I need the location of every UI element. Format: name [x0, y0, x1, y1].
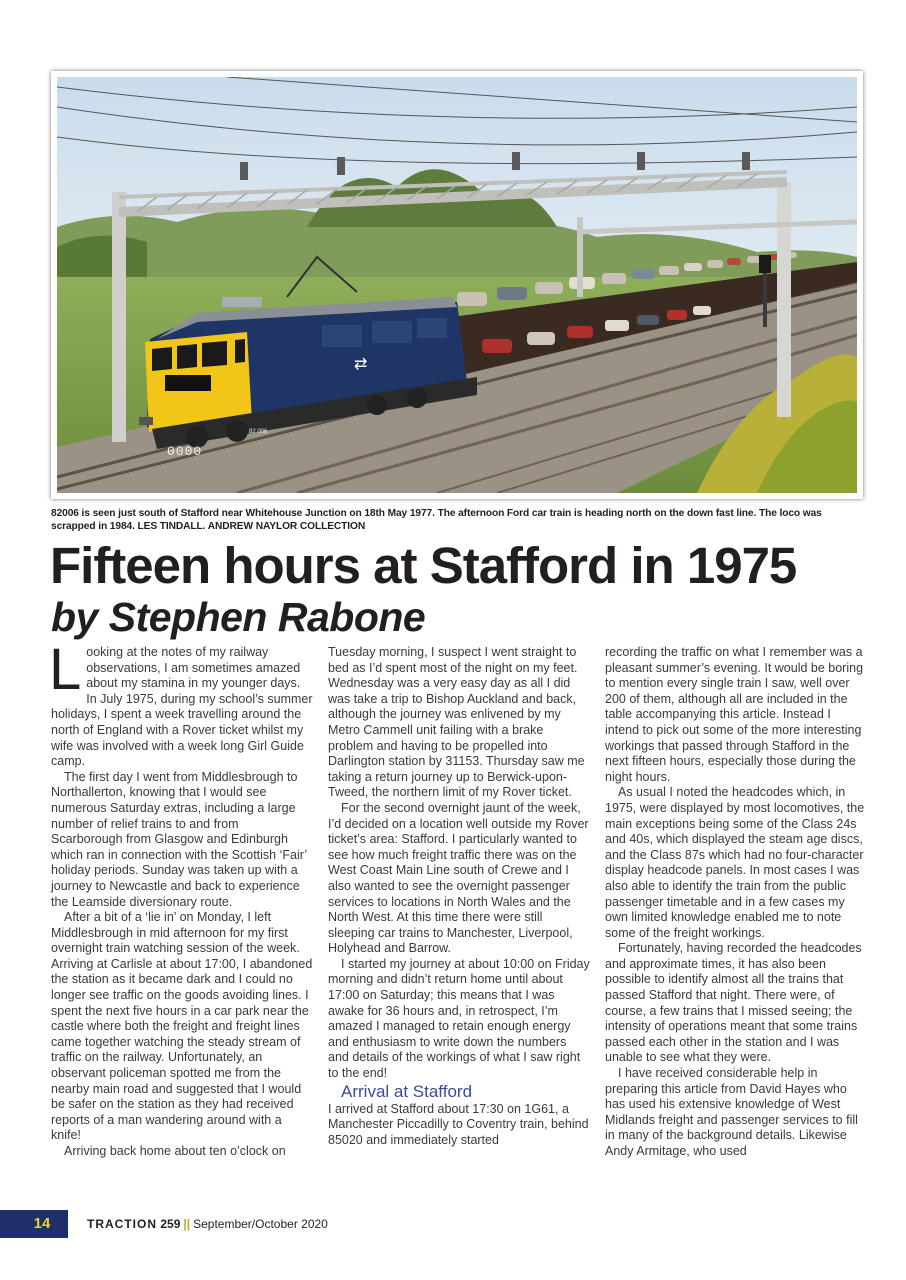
article-paragraph: After a bit of a ‘lie in’ on Monday, I left Middlesbrough in mid afternoon for my first overnight train watching session of the week. Arriving at Carlisle at about 17:00, I abandoned the station as it became dark and I could no longer see traffic on the goods avoiding lines. I spent the next five hours in a car park near the castle where both the freight and freight lines came together watching the steady stream of traffic on the railway. Unfortunately, an observant policeman spotted me from the nearby main road and suggested that I would be safer on the station as they had received reports of a man wandering around with a knife!	[51, 910, 313, 1143]
article-paragraph: Looking at the notes of my railway observations, I am sometimes amazed about my stamina in my younger days. In July 1975, during my school’s summer holidays, I spent a week travelling around the north of England with a Rover ticket whilst my wife was involved with a week long Girl Guide camp.	[49, 637, 313, 769]
page-number: 14	[33, 1215, 51, 1232]
article-column-2	[328, 645, 590, 1148]
article-paragraph: Tuesday morning, I suspect I went straight to bed as I’d spent most of the night on my feet. Wednesday was a very easy day as all I did was take a trip to Bishop Auckland and back, although the journey was enlivened by my Metro Cammell unit failing with a brake problem and having to be propelled into Darlington station by 31153. Thursday saw me taking a return journey up to Berwick-upon-Tweed, the northern limit of my Rover ticket.	[328, 645, 585, 800]
article-paragraph: I have received considerable help in preparing this article from David Hayes who has used his extensive knowledge of West Midlands freight and passenger services to fill in many of the background details. Likewise Andy Armitage, who used	[605, 1066, 858, 1158]
article-headline: Fifteen hours at Stafford in 1975	[50, 537, 797, 594]
article-byline: by Stephen Rabone	[51, 594, 426, 640]
loco-cab-number: 82 006	[249, 429, 268, 435]
article-paragraph: For the second overnight jaunt of the week, I’d decided on a location well outside my Rover ticket’s area: Stafford. I particularly wanted to see how much freight traffic there was on the West Coast Main Line south of Crewe and I also wanted to see the overnight passenger services to locations in North Wales and the North West. At this time there were still sleeping car trains to Manchester, Liverpool, Holyhead and Barrow.	[328, 800, 589, 956]
article-paragraph: I arrived at Stafford about 17:30 on 1G61, a Manchester Piccadilly to Coventry train, behind 85020 and immediately started	[328, 1101, 589, 1147]
drop-cap: L	[49, 637, 82, 702]
article-paragraph: recording the traffic on what I remember was a pleasant summer’s evening. It would be boring to mention every single train I saw, well over 200 of them, although all are included in the table accompanying this article. Instead I intend to pick out some of the more interesting workings that passed through Stafford in the next fifteen hours, especially those during the night hours.	[605, 645, 864, 784]
page-number-tab	[0, 1210, 68, 1238]
photo-caption: 82006 is seen just south of Stafford near Whitehouse Junction on 18th May 1977. The afternoon Ford car train is heading north on the down fast line. The loco was scrapped in 1984. LES TINDALL. ANDREW NAYLOR COLLECTION	[51, 508, 822, 532]
issue-date: September/October 2020	[193, 1217, 328, 1231]
running-footer	[87, 1216, 328, 1232]
svg-text:⇄: ⇄	[354, 356, 368, 373]
article-paragraph: Arriving back home about ten o’clock on	[64, 1144, 286, 1158]
section-subheading: Arrival at Stafford	[341, 1081, 473, 1101]
article-paragraph: Fortunately, having recorded the headcodes and approximate times, it has also been possible to identify almost all the trains that passed Stafford that night. There were, of course, a few trains that I missed seeing; the intensity of operations meant that some trains passed each other in the station and I was unable to see what they were.	[605, 941, 862, 1065]
magazine-name: TRACTION	[87, 1217, 157, 1231]
issue-number: 259	[160, 1217, 181, 1231]
article-paragraph: I started my journey at about 10:00 on Friday morning and didn’t return home until about 17:00 on Saturday; this means that I was awake for 36 hours and, in retrospect, I’m amazed I managed to retain enough energy and enthusiasm to write down the numbers and details of the workings of what I saw right to the end!	[328, 956, 590, 1081]
article-paragraph: As usual I noted the headcodes which, in 1975, were displayed by most locomotives, the main exceptions being some of the Class 24s and 40s, which displayed the steam age discs, and the Class 87s which had no four-character display headcode panels. In most cases I was also able to identify the train from the public passenger timetable and in a few cases my own limited knowledge enabled me to note some of the freight workings.	[605, 785, 865, 940]
article-photo	[51, 71, 863, 499]
article-column-1	[49, 637, 313, 1160]
footer-separator: ||	[183, 1217, 191, 1231]
loco-headcode-number: 0000	[167, 444, 203, 459]
article-paragraph: The first day I went from Middlesbrough to Northallerton, knowing that I would see numerous Saturday extras, including a large number of relief trains to and from Scarborough from Glasgow and Edinburgh which ran in connection with the Scottish ‘Fair’ holiday periods. Sunday was taken up with a journey to Newcastle and back to experience the Leamside diversionary route.	[51, 769, 307, 909]
photo-locomotive-car-train	[57, 77, 857, 493]
article-column-3	[605, 645, 867, 1160]
